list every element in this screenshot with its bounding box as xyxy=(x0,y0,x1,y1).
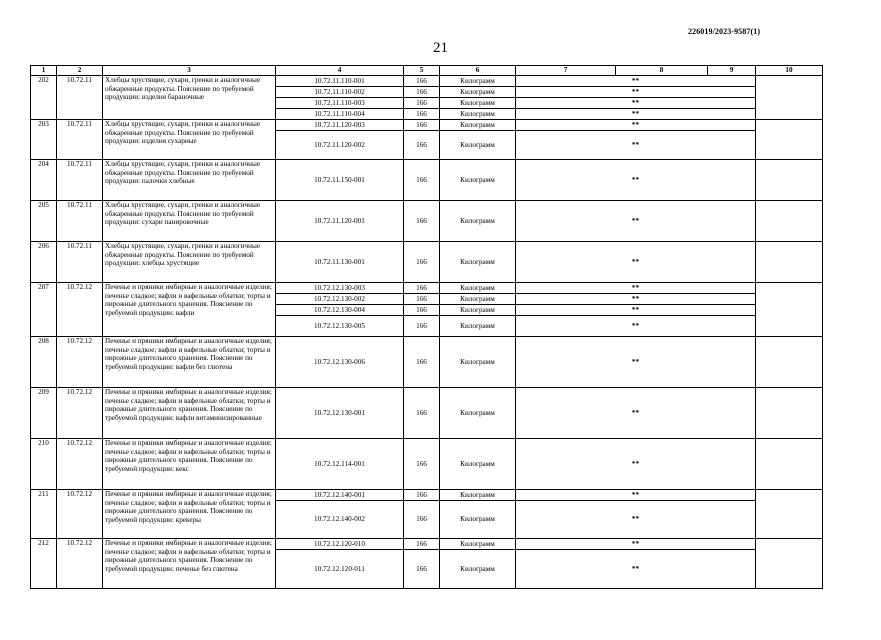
okpd-code: 10.72.12 xyxy=(57,539,103,589)
okpd-code: 10.72.12 xyxy=(57,490,103,539)
ktru-code: 10.72.12.120-011 xyxy=(276,550,404,589)
product-description: Хлебцы хрустящие, сухари, гренки и аналогичные обжаренные продукты. Пояснение по требуемой продукции: хлебцы хрустящие xyxy=(103,242,276,283)
unit-name: Килограмм xyxy=(440,76,516,87)
okei-code: 166 xyxy=(404,160,440,201)
price-mark: ** xyxy=(516,294,756,305)
price-mark: ** xyxy=(516,550,756,589)
ktru-code: 10.72.12.140-002 xyxy=(276,501,404,539)
product-description: Хлебцы хрустящие, сухари, гренки и аналогичные обжаренные продукты. Пояснение по требуемой продукции: изделия сухарные xyxy=(103,120,276,160)
product-description: Печенье и пряники имбирные и аналогичные изделия; печенье сладкое; вафли и вафельные облатки; торты и пирожные длительного хранения. Пояснение по требуемой продукции: вафли витаминизированные xyxy=(103,388,276,439)
empty-cell xyxy=(756,539,823,589)
unit-name: Килограмм xyxy=(440,316,516,337)
price-mark: ** xyxy=(516,316,756,337)
column-header: 7 xyxy=(516,66,616,76)
table-row xyxy=(31,76,823,87)
table-row xyxy=(31,490,823,501)
unit-name: Килограмм xyxy=(440,439,516,490)
products-table xyxy=(30,65,823,589)
okpd-code: 10.72.11 xyxy=(57,160,103,201)
row-number: 206 xyxy=(31,242,57,283)
okpd-code: 10.72.12 xyxy=(57,439,103,490)
ktru-code: 10.72.12.130-001 xyxy=(276,388,404,439)
ktru-code: 10.72.11.120-002 xyxy=(276,131,404,160)
okpd-code: 10.72.12 xyxy=(57,337,103,388)
okei-code: 166 xyxy=(404,337,440,388)
ktru-code: 10.72.11.110-004 xyxy=(276,109,404,120)
column-header: 3 xyxy=(103,66,276,76)
column-header: 10 xyxy=(756,66,823,76)
empty-cell xyxy=(756,337,823,388)
column-header: 1 xyxy=(31,66,57,76)
ktru-code: 10.72.12.114-001 xyxy=(276,439,404,490)
column-header: 9 xyxy=(708,66,756,76)
okei-code: 166 xyxy=(404,550,440,589)
product-description: Хлебцы хрустящие, сухари, гренки и аналогичные обжаренные продукты. Пояснение по требуемой продукции: сухари панировочные xyxy=(103,201,276,242)
okei-code: 166 xyxy=(404,283,440,294)
row-number: 210 xyxy=(31,439,57,490)
column-header: 2 xyxy=(57,66,103,76)
empty-cell xyxy=(756,120,823,160)
table-row xyxy=(31,283,823,294)
ktru-code: 10.72.12.130-003 xyxy=(276,283,404,294)
ktru-code: 10.72.12.130-006 xyxy=(276,337,404,388)
empty-cell xyxy=(756,160,823,201)
ktru-code: 10.72.11.120-003 xyxy=(276,120,404,131)
price-mark: ** xyxy=(516,490,756,501)
price-mark: ** xyxy=(516,98,756,109)
okpd-code: 10.72.11 xyxy=(57,76,103,120)
ktru-code: 10.72.11.110-001 xyxy=(276,76,404,87)
table-row xyxy=(31,337,823,388)
unit-name: Килограмм xyxy=(440,201,516,242)
unit-name: Килограмм xyxy=(440,242,516,283)
okei-code: 166 xyxy=(404,501,440,539)
price-mark: ** xyxy=(516,439,756,490)
okpd-code: 10.72.12 xyxy=(57,283,103,337)
okei-code: 166 xyxy=(404,294,440,305)
row-number: 202 xyxy=(31,76,57,120)
row-number: 211 xyxy=(31,490,57,539)
unit-name: Килограмм xyxy=(440,160,516,201)
ktru-code: 10.72.11.110-003 xyxy=(276,98,404,109)
ktru-code: 10.72.12.140-001 xyxy=(276,490,404,501)
unit-name: Килограмм xyxy=(440,131,516,160)
okei-code: 166 xyxy=(404,87,440,98)
table-row xyxy=(31,388,823,439)
price-mark: ** xyxy=(516,87,756,98)
ktru-code: 10.72.11.110-002 xyxy=(276,87,404,98)
row-number: 204 xyxy=(31,160,57,201)
product-description: Печенье и пряники имбирные и аналогичные изделия; печенье сладкое; вафли и вафельные облатки; торты и пирожные длительного хранения. Пояснение по требуемой продукции: крекеры xyxy=(103,490,276,539)
table-row xyxy=(31,242,823,283)
okpd-code: 10.72.12 xyxy=(57,388,103,439)
header-row xyxy=(31,66,823,76)
okei-code: 166 xyxy=(404,131,440,160)
price-mark: ** xyxy=(516,120,756,131)
unit-name: Килограмм xyxy=(440,501,516,539)
empty-cell xyxy=(756,439,823,490)
product-description: Хлебцы хрустящие, сухари, гренки и аналогичные обжаренные продукты. Пояснение по требуемой продукции: палочки хлебные xyxy=(103,160,276,201)
unit-name: Килограмм xyxy=(440,120,516,131)
okpd-code: 10.72.11 xyxy=(57,201,103,242)
row-number: 212 xyxy=(31,539,57,589)
empty-cell xyxy=(756,201,823,242)
okpd-code: 10.72.11 xyxy=(57,242,103,283)
price-mark: ** xyxy=(516,388,756,439)
unit-name: Килограмм xyxy=(440,388,516,439)
okei-code: 166 xyxy=(404,120,440,131)
column-header: 5 xyxy=(404,66,440,76)
product-description: Печенье и пряники имбирные и аналогичные изделия; печенье сладкое; вафли и вафельные облатки; торты и пирожные длительного хранения. Пояснение по требуемой продукции: печенье без глютена xyxy=(103,539,276,589)
price-mark: ** xyxy=(516,76,756,87)
price-mark: ** xyxy=(516,283,756,294)
price-mark: ** xyxy=(516,305,756,316)
price-mark: ** xyxy=(516,539,756,550)
ktru-code: 10.72.12.130-004 xyxy=(276,305,404,316)
product-description: Хлебцы хрустящие, сухари, гренки и аналогичные обжаренные продукты. Пояснение по требуемой продукции: изделия бараночные xyxy=(103,76,276,120)
unit-name: Килограмм xyxy=(440,283,516,294)
table-row xyxy=(31,120,823,131)
price-mark: ** xyxy=(516,131,756,160)
ktru-code: 10.72.12.120-010 xyxy=(276,539,404,550)
okei-code: 166 xyxy=(404,305,440,316)
column-header: 8 xyxy=(616,66,708,76)
unit-name: Килограмм xyxy=(440,109,516,120)
okei-code: 166 xyxy=(404,490,440,501)
price-mark: ** xyxy=(516,501,756,539)
table-row xyxy=(31,439,823,490)
okei-code: 166 xyxy=(404,388,440,439)
okei-code: 166 xyxy=(404,316,440,337)
row-number: 208 xyxy=(31,337,57,388)
row-number: 209 xyxy=(31,388,57,439)
product-description: Печенье и пряники имбирные и аналогичные изделия; печенье сладкое; вафли и вафельные облатки; торты и пирожные длительного хранения. Пояснение по требуемой продукции: кекс xyxy=(103,439,276,490)
ktru-code: 10.72.12.130-005 xyxy=(276,316,404,337)
empty-cell xyxy=(756,242,823,283)
ktru-code: 10.72.11.150-001 xyxy=(276,160,404,201)
okei-code: 166 xyxy=(404,439,440,490)
table-row xyxy=(31,160,823,201)
ktru-code: 10.72.11.120-001 xyxy=(276,201,404,242)
document-id: 226019/2023-9587(1) xyxy=(688,27,761,36)
okei-code: 166 xyxy=(404,539,440,550)
page-number: 21 xyxy=(433,40,448,56)
unit-name: Килограмм xyxy=(440,337,516,388)
unit-name: Килограмм xyxy=(440,87,516,98)
unit-name: Килограмм xyxy=(440,294,516,305)
price-mark: ** xyxy=(516,160,756,201)
okei-code: 166 xyxy=(404,98,440,109)
row-number: 207 xyxy=(31,283,57,337)
okei-code: 166 xyxy=(404,109,440,120)
ktru-code: 10.72.12.130-002 xyxy=(276,294,404,305)
ktru-code: 10.72.11.130-001 xyxy=(276,242,404,283)
empty-cell xyxy=(756,76,823,120)
table-row xyxy=(31,201,823,242)
empty-cell xyxy=(756,490,823,539)
row-number: 205 xyxy=(31,201,57,242)
okei-code: 166 xyxy=(404,242,440,283)
unit-name: Килограмм xyxy=(440,490,516,501)
product-description: Печенье и пряники имбирные и аналогичные изделия; печенье сладкое; вафли и вафельные облатки; торты и пирожные длительного хранения. Пояснение по требуемой продукции: вафли xyxy=(103,283,276,337)
unit-name: Килограмм xyxy=(440,550,516,589)
unit-name: Килограмм xyxy=(440,539,516,550)
price-mark: ** xyxy=(516,242,756,283)
table-row xyxy=(31,539,823,550)
price-mark: ** xyxy=(516,109,756,120)
okei-code: 166 xyxy=(404,76,440,87)
empty-cell xyxy=(756,388,823,439)
column-header: 4 xyxy=(276,66,404,76)
unit-name: Килограмм xyxy=(440,98,516,109)
empty-cell xyxy=(756,283,823,337)
unit-name: Килограмм xyxy=(440,305,516,316)
okei-code: 166 xyxy=(404,201,440,242)
okpd-code: 10.72.11 xyxy=(57,120,103,160)
price-mark: ** xyxy=(516,337,756,388)
price-mark: ** xyxy=(516,201,756,242)
product-description: Печенье и пряники имбирные и аналогичные изделия; печенье сладкое; вафли и вафельные облатки; торты и пирожные длительного хранения. Пояснение по требуемой продукции: вафли без глютена xyxy=(103,337,276,388)
row-number: 203 xyxy=(31,120,57,160)
column-header: 6 xyxy=(440,66,516,76)
